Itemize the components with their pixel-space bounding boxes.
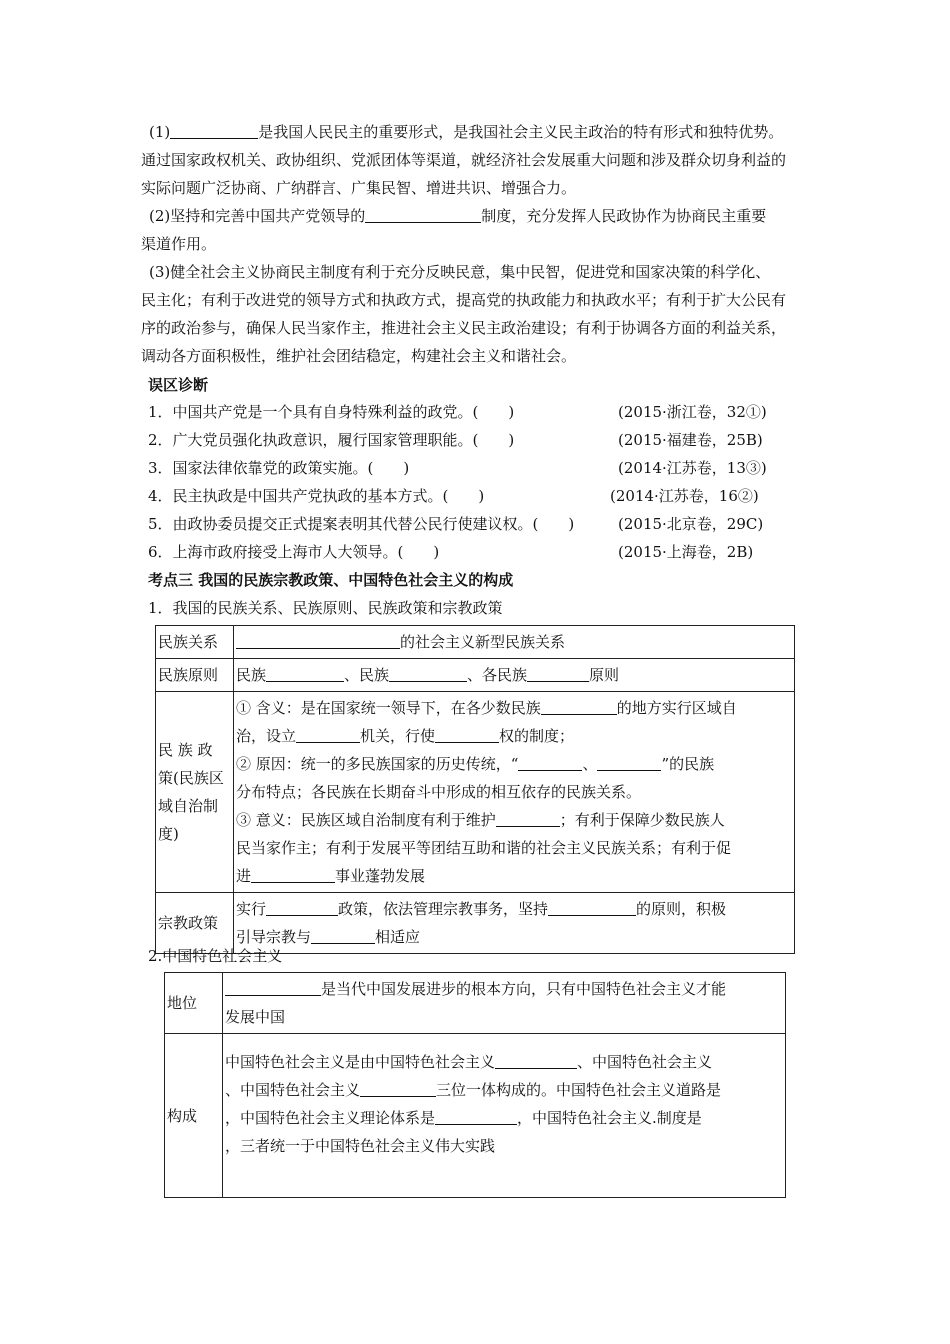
answer-blank[interactable] xyxy=(389,665,467,682)
diagnosis-text: 3．国家法律依靠党的政策实施。( ) xyxy=(148,459,410,477)
cell-text: 实行 xyxy=(236,900,267,918)
row-label: 构成 xyxy=(165,1034,223,1198)
table-row xyxy=(165,973,786,1034)
answer-blank[interactable] xyxy=(296,726,360,743)
para2-line2: 渠道作用。 xyxy=(141,235,217,253)
table-row xyxy=(156,626,795,659)
answer-blank[interactable] xyxy=(597,754,661,771)
ethnic-policy-table xyxy=(155,625,795,954)
para1-number: (1) xyxy=(149,123,171,141)
cell-text: ③ 意义：民族区域自治制度有利于维护 xyxy=(236,811,496,829)
diagnosis-text: 5．由政协委员提交正式提案表明其代替公民行使建议权。( ) xyxy=(148,515,575,533)
cell-text: ；有利于保障少数民族人 xyxy=(559,811,725,829)
answer-blank[interactable] xyxy=(170,122,258,139)
diagnosis-item xyxy=(148,513,808,534)
answer-blank[interactable] xyxy=(236,632,400,649)
diagnosis-item xyxy=(148,429,808,450)
cell-text: 发展中国 xyxy=(225,1008,286,1026)
diagnosis-source: (2015·上海卷，2B) xyxy=(618,543,754,561)
cell-text: 治，设立 xyxy=(236,727,297,745)
cell-text: 的原则，积极 xyxy=(636,900,727,918)
cell-text: 、中国特色社会主义 xyxy=(225,1081,361,1099)
para3-line2: 民主化；有利于改进党的领导方式和执政方式，提高党的执政能力和执政水平；有利于扩大公民有 xyxy=(141,291,787,309)
para3-line3: 序的政治参与，确保人民当家作主，推进社会主义民主政治建设；有利于协调各方面的利益关系， xyxy=(141,319,787,337)
cell-text: 进 xyxy=(236,867,252,885)
cell-text: 政策，依法管理宗教事务，坚持 xyxy=(338,900,549,918)
cell-text: 的地方实行区域自 xyxy=(616,699,737,717)
diagnosis-text: 4．民主执政是中国共产党执政的基本方式。( ) xyxy=(148,487,485,505)
row-label: 民族原则 xyxy=(156,659,234,692)
answer-blank[interactable] xyxy=(311,927,375,944)
table-row xyxy=(156,659,795,692)
cell-text: 、各民族 xyxy=(467,666,528,684)
answer-blank[interactable] xyxy=(435,1108,517,1125)
paragraph-1 xyxy=(141,118,825,202)
cell-text: 机关，行使 xyxy=(360,727,436,745)
row-label: 地位 xyxy=(165,973,223,1034)
cell-text: 相适应 xyxy=(375,928,421,946)
answer-blank[interactable] xyxy=(495,1052,577,1069)
cell-text: 原则 xyxy=(589,666,620,684)
diagnosis-text: 1．中国共产党是一个具有自身特殊利益的政党。( ) xyxy=(148,403,515,421)
diagnosis-title: 误区诊断 xyxy=(148,376,209,394)
cell-text: 权的制度； xyxy=(499,727,575,745)
cell-text: ② 原因：统一的多民族国家的历史传统，“ xyxy=(236,755,519,773)
row-label: 宗教政策 xyxy=(156,893,234,954)
cell-text: 、民族 xyxy=(344,666,390,684)
para3-line1: (3)健全社会主义协商民主制度有利于充分反映民意，集中民智，促进党和国家决策的科学化、 xyxy=(149,263,771,281)
answer-blank[interactable] xyxy=(251,866,335,883)
diagnosis-source: (2015·浙江卷，32①) xyxy=(618,403,767,421)
cell-text: 、中国特色社会主义 xyxy=(577,1053,713,1071)
para2-prefix: (2)坚持和完善中国共产党领导的 xyxy=(149,207,366,225)
diagnosis-item xyxy=(148,485,808,506)
paragraph-3 xyxy=(141,258,825,370)
table-row xyxy=(165,1034,786,1198)
answer-blank[interactable] xyxy=(266,899,338,916)
diagnosis-item xyxy=(148,401,808,422)
cell-text: ，中国特色社会主义理论体系是 xyxy=(225,1109,436,1127)
answer-blank[interactable] xyxy=(365,206,481,223)
cell-text: 的社会主义新型民族关系 xyxy=(400,633,566,651)
cell-text: 中国特色社会主义是由中国特色社会主义 xyxy=(225,1053,496,1071)
answer-blank[interactable] xyxy=(496,810,560,827)
cell-text: 三位一体构成的。中国特色社会主义道路是 xyxy=(436,1081,722,1099)
answer-blank[interactable] xyxy=(541,698,617,715)
para1-text: 是我国人民民主的重要形式，是我国社会主义民主政治的特有形式和独特优势。 xyxy=(258,123,784,141)
cell-text: ，中国特色社会主义.制度是 xyxy=(517,1109,702,1127)
cell-text: 是当代中国发展进步的根本方向，只有中国特色社会主义才能 xyxy=(321,980,727,998)
diagnosis-source: (2014·江苏卷，16②) xyxy=(610,487,759,505)
para1-line2: 通过国家政权机关、政协组织、党派团体等渠道，就经济社会发展重大问题和涉及群众切身利益的 xyxy=(141,151,787,169)
cell-text: 分布特点；各民族在长期奋斗中形成的相互依存的民族关系。 xyxy=(236,783,642,801)
diagnosis-text: 2．广大党员强化执政意识，履行国家管理职能。( ) xyxy=(148,431,515,449)
answer-blank[interactable] xyxy=(435,726,499,743)
answer-blank[interactable] xyxy=(360,1080,436,1097)
diagnosis-source: (2015·北京卷，29C) xyxy=(618,515,764,533)
diagnosis-item xyxy=(148,457,808,478)
para3-line4: 调动各方面积极性，维护社会团结稳定，构建社会主义和谐社会。 xyxy=(141,347,577,365)
diagnosis-source: (2014·江苏卷，13③) xyxy=(618,459,767,477)
cell-text: 民族 xyxy=(236,666,267,684)
cell-text: 、 xyxy=(582,755,598,773)
answer-blank[interactable] xyxy=(266,665,344,682)
cell-text: 引导宗教与 xyxy=(236,928,312,946)
answer-blank[interactable] xyxy=(225,979,321,996)
answer-blank[interactable] xyxy=(527,665,589,682)
diagnosis-item xyxy=(148,541,808,562)
cell-text: ，三者统一于中国特色社会主义伟大实践 xyxy=(225,1137,496,1155)
para1-line3: 实际问题广泛协商、广纳群言、广集民智、增进共识、增强合力。 xyxy=(141,179,577,197)
diagnosis-text: 6．上海市政府接受上海市人大领导。( ) xyxy=(148,543,440,561)
section3-title: 考点三 我国的民族宗教政策、中国特色社会主义的构成 xyxy=(148,571,514,589)
answer-blank[interactable] xyxy=(518,754,582,771)
cell-text: 民当家作主；有利于发展平等团结互助和谐的社会主义民族关系；有利于促 xyxy=(236,839,732,857)
section3-sub1: 1．我国的民族关系、民族原则、民族政策和宗教政策 xyxy=(148,599,503,617)
cell-text: ”的民族 xyxy=(661,755,715,773)
paragraph-2 xyxy=(141,202,825,258)
cell-text: ① 含义：是在国家统一领导下，在各少数民族 xyxy=(236,699,541,717)
diagnosis-source: (2015·福建卷，25B) xyxy=(618,431,763,449)
row-label: 民族关系 xyxy=(156,626,234,659)
row-label: 民 族 政 策(民族区域自治制度) xyxy=(156,692,234,893)
para2-text: 制度，充分发挥人民政协作为协商民主重要 xyxy=(481,207,767,225)
section3-sub2: 2.中国特色社会主义 xyxy=(148,947,283,965)
cell-text: 事业蓬勃发展 xyxy=(335,867,426,885)
table-row xyxy=(156,692,795,893)
answer-blank[interactable] xyxy=(548,899,636,916)
socialism-table xyxy=(164,972,786,1198)
